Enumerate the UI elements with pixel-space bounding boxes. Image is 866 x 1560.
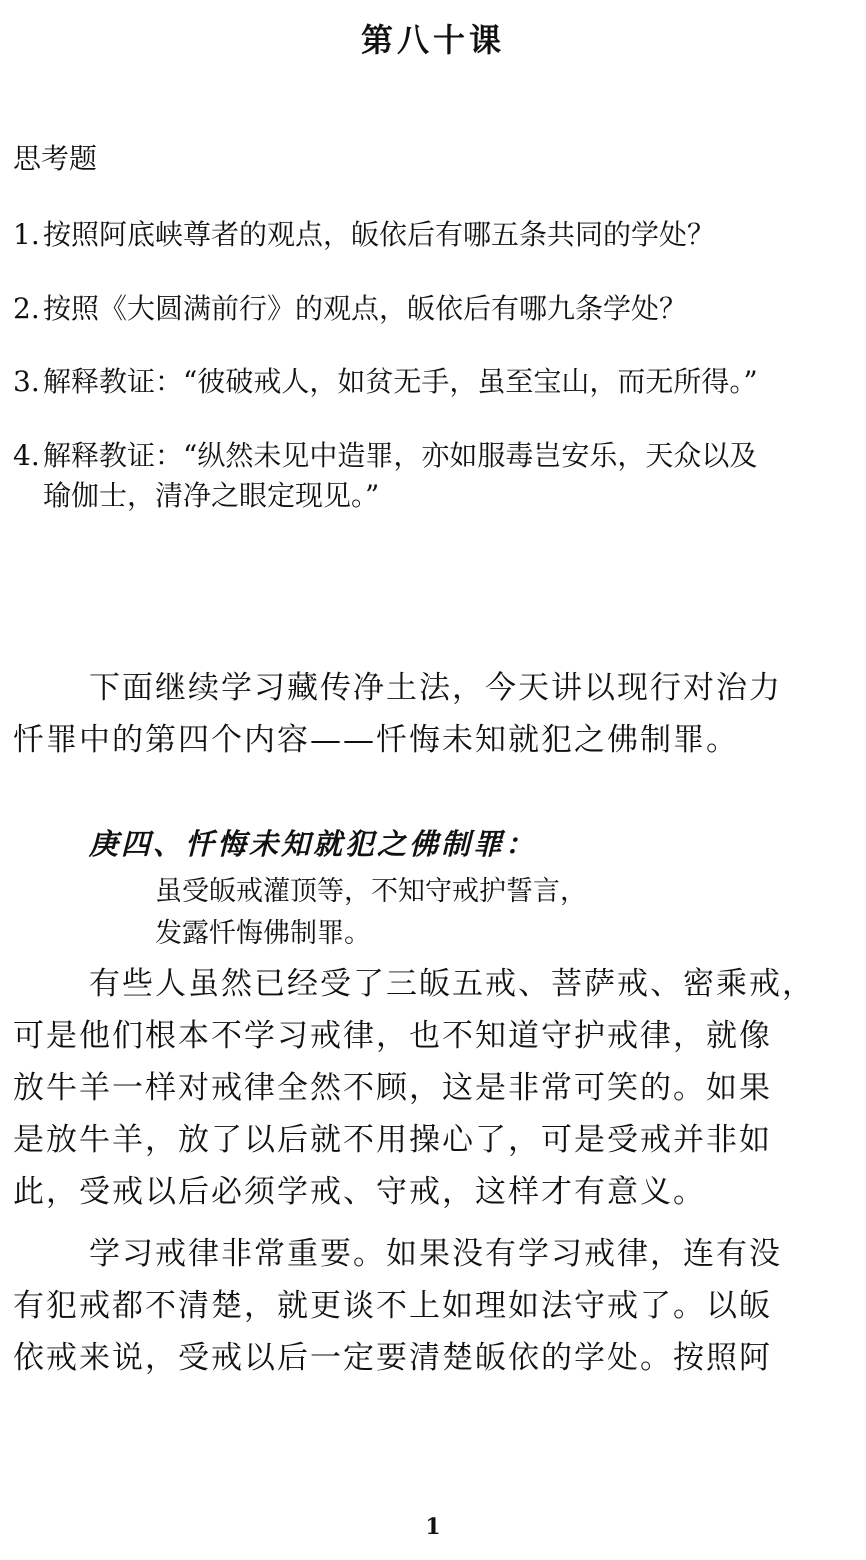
question-text: 按照阿底峡尊者的观点，皈依后有哪五条共同的学处？ [43, 218, 716, 251]
paragraph-line: 此，受戒以后必须学戒、守戒，这样才有意义。 [13, 1174, 706, 1210]
paragraph-line: 依戒来说，受戒以后一定要清楚皈依的学处。按照阿 [13, 1340, 772, 1376]
paragraph-line: 放牛羊一样对戒律全然不顾，这是非常可笑的。如果 [13, 1070, 772, 1106]
paragraph-line-text: 学习戒律非常重要。如果没有学习戒律，连有没 [89, 1236, 782, 1272]
question-text: 按照《大圆满前行》的观点，皈依后有哪九条学处？ [43, 292, 688, 325]
question-number: 3. [13, 365, 40, 398]
question-text: 解释教证：“纵然未见中造罪，亦如服毒岂安乐，天众以及 [43, 439, 758, 472]
question-number: 4. [13, 439, 40, 472]
page-number: 1 [425, 1514, 441, 1540]
paragraph-line: 是放牛羊，放了以后就不用操心了，可是受戒并非如 [13, 1122, 772, 1158]
question-item [13, 215, 858, 255]
question-number: 2. [13, 292, 40, 325]
paragraph-line: 有犯戒都不清楚，就更谈不上如理如法守戒了。以皈 [13, 1288, 772, 1324]
verse-line: 发露忏悔佛制罪。 [155, 918, 371, 949]
paragraph-line [13, 1228, 858, 1280]
questions-heading: 思考题 [13, 142, 98, 175]
paragraph-line: 可是他们根本不学习戒律，也不知道守护戒律，就像 [13, 1018, 772, 1054]
question-text: 解释教证：“彼破戒人，如贫无手，虽至宝山，而无所得。” [43, 365, 758, 398]
body-paragraph [13, 1228, 858, 1384]
intro-paragraph [13, 662, 858, 766]
paragraph-line [13, 958, 858, 1010]
question-text-continuation: 瑜伽士，清净之眼定现见。” [43, 479, 380, 512]
paragraph-line [13, 662, 858, 714]
body-paragraph [13, 958, 858, 1218]
paragraph-line-text: 下面继续学习藏传净土法，今天讲以现行对治力 [89, 670, 782, 706]
question-item [13, 436, 858, 516]
verse-line: 虽受皈戒灌顶等，不知守戒护誓言， [155, 876, 587, 907]
paragraph-line-text: 有些人虽然已经受了三皈五戒、菩萨戒、密乘戒， [89, 966, 815, 1002]
paragraph-line: 忏罪中的第四个内容——忏悔未知就犯之佛制罪。 [13, 722, 739, 758]
question-item [13, 362, 858, 402]
page-title: 第八十课 [360, 21, 505, 59]
question-item [13, 289, 858, 329]
question-number: 1. [13, 218, 40, 251]
section-heading: 庚四、忏悔未知就犯之佛制罪： [89, 827, 538, 861]
